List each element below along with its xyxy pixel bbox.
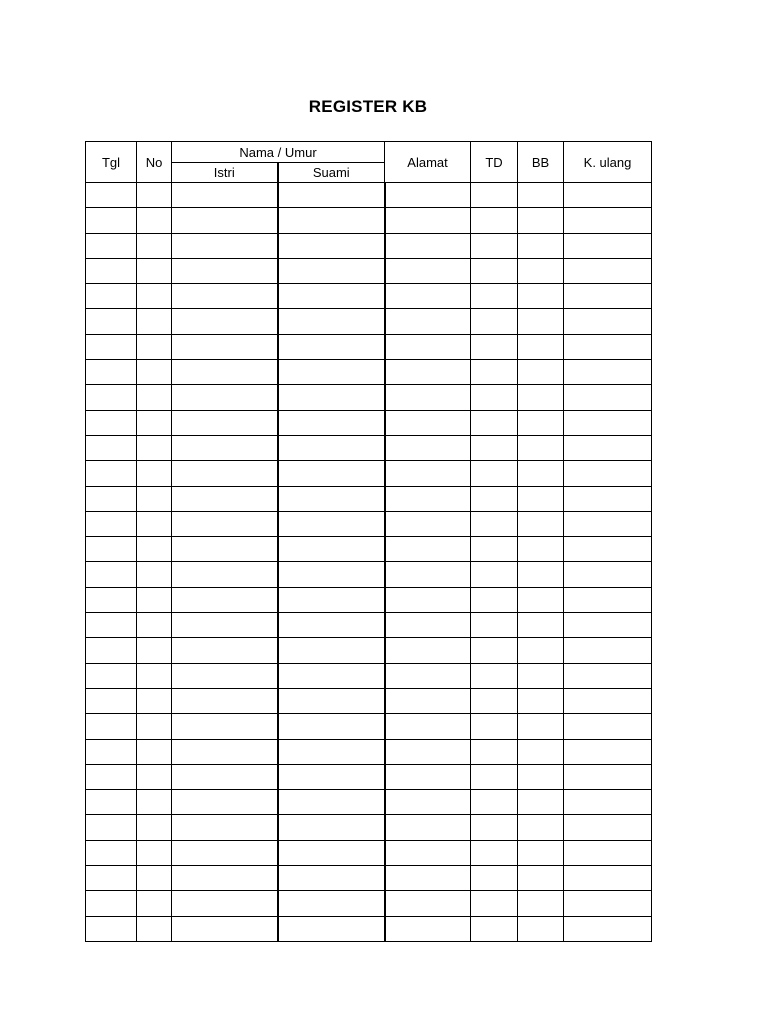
cell-tgl — [86, 537, 137, 562]
table-row — [86, 461, 652, 486]
cell-k-ulang — [564, 764, 652, 789]
cell-istri — [172, 284, 278, 309]
cell-alamat — [385, 385, 471, 410]
table-row — [86, 410, 652, 435]
cell-istri — [172, 183, 278, 208]
header-no — [137, 142, 172, 183]
cell-no — [137, 309, 172, 334]
table-row — [86, 866, 652, 891]
cell-suami — [278, 360, 385, 385]
cell-alamat — [385, 764, 471, 789]
cell-tgl — [86, 916, 137, 941]
cell-bb — [518, 790, 564, 815]
cell-bb — [518, 739, 564, 764]
cell-k-ulang — [564, 537, 652, 562]
cell-suami — [278, 916, 385, 941]
cell-bb — [518, 764, 564, 789]
cell-bb — [518, 866, 564, 891]
cell-alamat — [385, 916, 471, 941]
cell-k-ulang — [564, 208, 652, 233]
table-row — [86, 587, 652, 612]
header-k-ulang-label: K. ulang — [583, 154, 632, 170]
cell-suami — [278, 309, 385, 334]
cell-k-ulang — [564, 309, 652, 334]
header-suami — [278, 163, 385, 183]
cell-td — [471, 916, 518, 941]
cell-bb — [518, 840, 564, 865]
cell-suami — [278, 663, 385, 688]
table-row — [86, 688, 652, 713]
cell-no — [137, 461, 172, 486]
cell-istri — [172, 916, 278, 941]
cell-istri — [172, 613, 278, 638]
cell-no — [137, 183, 172, 208]
table-row — [86, 815, 652, 840]
header-istri — [172, 163, 278, 183]
cell-istri — [172, 587, 278, 612]
table-row — [86, 638, 652, 663]
cell-alamat — [385, 486, 471, 511]
cell-tgl — [86, 714, 137, 739]
cell-suami — [278, 764, 385, 789]
header-nama-umur-label: Nama / Umur — [239, 144, 317, 160]
cell-alamat — [385, 284, 471, 309]
table-row — [86, 891, 652, 916]
cell-alamat — [385, 739, 471, 764]
cell-suami — [278, 815, 385, 840]
cell-bb — [518, 638, 564, 663]
cell-alamat — [385, 638, 471, 663]
cell-k-ulang — [564, 334, 652, 359]
cell-tgl — [86, 360, 137, 385]
cell-tgl — [86, 587, 137, 612]
cell-tgl — [86, 486, 137, 511]
header-td-label: TD — [485, 154, 503, 170]
cell-tgl — [86, 562, 137, 587]
cell-td — [471, 410, 518, 435]
cell-no — [137, 334, 172, 359]
cell-bb — [518, 309, 564, 334]
cell-bb — [518, 714, 564, 739]
cell-no — [137, 891, 172, 916]
cell-td — [471, 284, 518, 309]
cell-td — [471, 790, 518, 815]
cell-istri — [172, 461, 278, 486]
cell-bb — [518, 233, 564, 258]
cell-no — [137, 688, 172, 713]
header-no-label: No — [145, 154, 163, 170]
cell-k-ulang — [564, 410, 652, 435]
cell-tgl — [86, 663, 137, 688]
cell-tgl — [86, 435, 137, 460]
cell-bb — [518, 208, 564, 233]
cell-td — [471, 537, 518, 562]
cell-td — [471, 866, 518, 891]
cell-k-ulang — [564, 688, 652, 713]
cell-no — [137, 284, 172, 309]
cell-k-ulang — [564, 714, 652, 739]
header-suami-label: Suami — [312, 165, 350, 180]
cell-td — [471, 764, 518, 789]
cell-td — [471, 334, 518, 359]
cell-k-ulang — [564, 587, 652, 612]
cell-istri — [172, 258, 278, 283]
cell-tgl — [86, 334, 137, 359]
cell-suami — [278, 587, 385, 612]
cell-td — [471, 663, 518, 688]
cell-no — [137, 790, 172, 815]
cell-no — [137, 840, 172, 865]
cell-td — [471, 714, 518, 739]
cell-suami — [278, 790, 385, 815]
cell-istri — [172, 891, 278, 916]
cell-alamat — [385, 587, 471, 612]
header-k-ulang — [564, 142, 652, 183]
cell-tgl — [86, 385, 137, 410]
cell-tgl — [86, 840, 137, 865]
cell-bb — [518, 410, 564, 435]
cell-tgl — [86, 233, 137, 258]
cell-suami — [278, 486, 385, 511]
cell-bb — [518, 562, 564, 587]
cell-no — [137, 360, 172, 385]
table-row — [86, 309, 652, 334]
cell-k-ulang — [564, 461, 652, 486]
cell-td — [471, 511, 518, 536]
cell-bb — [518, 891, 564, 916]
cell-td — [471, 385, 518, 410]
cell-istri — [172, 486, 278, 511]
table-row — [86, 764, 652, 789]
table-row — [86, 258, 652, 283]
cell-alamat — [385, 233, 471, 258]
cell-alamat — [385, 866, 471, 891]
cell-no — [137, 537, 172, 562]
table-row — [86, 208, 652, 233]
cell-tgl — [86, 258, 137, 283]
cell-tgl — [86, 208, 137, 233]
cell-tgl — [86, 688, 137, 713]
cell-istri — [172, 815, 278, 840]
cell-td — [471, 486, 518, 511]
cell-istri — [172, 688, 278, 713]
cell-suami — [278, 435, 385, 460]
register-table-header — [86, 142, 652, 183]
cell-td — [471, 183, 518, 208]
cell-td — [471, 613, 518, 638]
header-alamat — [385, 142, 471, 183]
cell-no — [137, 410, 172, 435]
cell-tgl — [86, 764, 137, 789]
cell-bb — [518, 183, 564, 208]
cell-suami — [278, 233, 385, 258]
cell-k-ulang — [564, 638, 652, 663]
table-row — [86, 790, 652, 815]
cell-tgl — [86, 309, 137, 334]
table-row — [86, 334, 652, 359]
cell-alamat — [385, 562, 471, 587]
table-row — [86, 360, 652, 385]
cell-tgl — [86, 866, 137, 891]
cell-alamat — [385, 688, 471, 713]
cell-istri — [172, 714, 278, 739]
cell-alamat — [385, 435, 471, 460]
cell-no — [137, 815, 172, 840]
cell-no — [137, 208, 172, 233]
cell-tgl — [86, 790, 137, 815]
cell-alamat — [385, 790, 471, 815]
cell-bb — [518, 663, 564, 688]
cell-suami — [278, 385, 385, 410]
cell-td — [471, 233, 518, 258]
table-row — [86, 385, 652, 410]
cell-no — [137, 258, 172, 283]
cell-bb — [518, 461, 564, 486]
cell-suami — [278, 410, 385, 435]
cell-bb — [518, 587, 564, 612]
cell-k-ulang — [564, 815, 652, 840]
cell-td — [471, 638, 518, 663]
cell-istri — [172, 663, 278, 688]
cell-no — [137, 385, 172, 410]
cell-tgl — [86, 891, 137, 916]
cell-no — [137, 866, 172, 891]
cell-alamat — [385, 461, 471, 486]
cell-istri — [172, 739, 278, 764]
cell-istri — [172, 208, 278, 233]
cell-suami — [278, 739, 385, 764]
cell-bb — [518, 385, 564, 410]
cell-tgl — [86, 511, 137, 536]
cell-no — [137, 916, 172, 941]
cell-istri — [172, 334, 278, 359]
document-title: REGISTER KB — [308, 97, 428, 116]
cell-alamat — [385, 815, 471, 840]
cell-istri — [172, 638, 278, 663]
cell-k-ulang — [564, 562, 652, 587]
register-table — [85, 141, 652, 942]
cell-no — [137, 562, 172, 587]
cell-k-ulang — [564, 916, 652, 941]
table-row — [86, 233, 652, 258]
table-row — [86, 739, 652, 764]
cell-bb — [518, 284, 564, 309]
cell-alamat — [385, 334, 471, 359]
cell-no — [137, 486, 172, 511]
cell-alamat — [385, 511, 471, 536]
cell-td — [471, 461, 518, 486]
cell-istri — [172, 385, 278, 410]
header-td — [471, 142, 518, 183]
table-row — [86, 663, 652, 688]
cell-bb — [518, 815, 564, 840]
cell-td — [471, 688, 518, 713]
cell-td — [471, 739, 518, 764]
cell-tgl — [86, 461, 137, 486]
cell-td — [471, 360, 518, 385]
cell-k-ulang — [564, 284, 652, 309]
cell-istri — [172, 309, 278, 334]
cell-suami — [278, 183, 385, 208]
cell-td — [471, 587, 518, 612]
cell-suami — [278, 461, 385, 486]
cell-td — [471, 815, 518, 840]
cell-istri — [172, 435, 278, 460]
cell-tgl — [86, 284, 137, 309]
cell-tgl — [86, 183, 137, 208]
cell-k-ulang — [564, 739, 652, 764]
cell-k-ulang — [564, 360, 652, 385]
header-alamat-label: Alamat — [407, 154, 448, 170]
cell-k-ulang — [564, 258, 652, 283]
cell-bb — [518, 537, 564, 562]
table-row — [86, 714, 652, 739]
cell-td — [471, 208, 518, 233]
cell-tgl — [86, 613, 137, 638]
table-row — [86, 613, 652, 638]
cell-suami — [278, 334, 385, 359]
cell-alamat — [385, 410, 471, 435]
table-row — [86, 562, 652, 587]
cell-no — [137, 233, 172, 258]
cell-td — [471, 891, 518, 916]
table-row — [86, 486, 652, 511]
header-bb — [518, 142, 564, 183]
cell-istri — [172, 764, 278, 789]
table-row — [86, 916, 652, 941]
cell-k-ulang — [564, 840, 652, 865]
cell-alamat — [385, 663, 471, 688]
cell-alamat — [385, 891, 471, 916]
cell-k-ulang — [564, 866, 652, 891]
cell-istri — [172, 840, 278, 865]
cell-td — [471, 562, 518, 587]
cell-bb — [518, 258, 564, 283]
cell-suami — [278, 562, 385, 587]
cell-suami — [278, 688, 385, 713]
cell-suami — [278, 258, 385, 283]
cell-bb — [518, 613, 564, 638]
cell-td — [471, 840, 518, 865]
cell-alamat — [385, 309, 471, 334]
header-tgl-label: Tgl — [101, 154, 121, 170]
cell-k-ulang — [564, 613, 652, 638]
cell-k-ulang — [564, 511, 652, 536]
cell-no — [137, 435, 172, 460]
register-table-body — [86, 183, 652, 942]
cell-no — [137, 638, 172, 663]
cell-bb — [518, 435, 564, 460]
cell-no — [137, 663, 172, 688]
cell-k-ulang — [564, 183, 652, 208]
cell-td — [471, 435, 518, 460]
cell-suami — [278, 284, 385, 309]
cell-bb — [518, 486, 564, 511]
cell-suami — [278, 891, 385, 916]
cell-k-ulang — [564, 435, 652, 460]
cell-istri — [172, 360, 278, 385]
cell-istri — [172, 790, 278, 815]
table-row — [86, 840, 652, 865]
cell-suami — [278, 638, 385, 663]
cell-no — [137, 714, 172, 739]
cell-k-ulang — [564, 663, 652, 688]
table-row — [86, 511, 652, 536]
cell-k-ulang — [564, 385, 652, 410]
cell-istri — [172, 866, 278, 891]
cell-no — [137, 764, 172, 789]
cell-bb — [518, 688, 564, 713]
table-row — [86, 537, 652, 562]
header-tgl — [86, 142, 137, 183]
cell-no — [137, 511, 172, 536]
cell-k-ulang — [564, 891, 652, 916]
cell-suami — [278, 511, 385, 536]
cell-alamat — [385, 360, 471, 385]
cell-bb — [518, 360, 564, 385]
cell-suami — [278, 840, 385, 865]
cell-td — [471, 309, 518, 334]
cell-istri — [172, 233, 278, 258]
cell-alamat — [385, 208, 471, 233]
cell-alamat — [385, 537, 471, 562]
header-nama-umur — [172, 142, 385, 163]
cell-istri — [172, 410, 278, 435]
cell-tgl — [86, 815, 137, 840]
cell-suami — [278, 714, 385, 739]
cell-bb — [518, 511, 564, 536]
header-istri-label: Istri — [213, 165, 235, 180]
cell-alamat — [385, 840, 471, 865]
header-bb-label: BB — [531, 154, 550, 170]
cell-tgl — [86, 739, 137, 764]
cell-bb — [518, 334, 564, 359]
cell-suami — [278, 866, 385, 891]
cell-k-ulang — [564, 790, 652, 815]
cell-istri — [172, 562, 278, 587]
cell-istri — [172, 511, 278, 536]
cell-istri — [172, 537, 278, 562]
cell-alamat — [385, 613, 471, 638]
cell-suami — [278, 613, 385, 638]
cell-suami — [278, 208, 385, 233]
cell-no — [137, 587, 172, 612]
cell-no — [137, 739, 172, 764]
table-row — [86, 183, 652, 208]
cell-alamat — [385, 714, 471, 739]
cell-no — [137, 613, 172, 638]
table-row — [86, 284, 652, 309]
cell-bb — [518, 916, 564, 941]
cell-alamat — [385, 258, 471, 283]
table-row — [86, 435, 652, 460]
cell-k-ulang — [564, 486, 652, 511]
cell-tgl — [86, 410, 137, 435]
cell-suami — [278, 537, 385, 562]
cell-tgl — [86, 638, 137, 663]
cell-td — [471, 258, 518, 283]
cell-alamat — [385, 183, 471, 208]
cell-k-ulang — [564, 233, 652, 258]
